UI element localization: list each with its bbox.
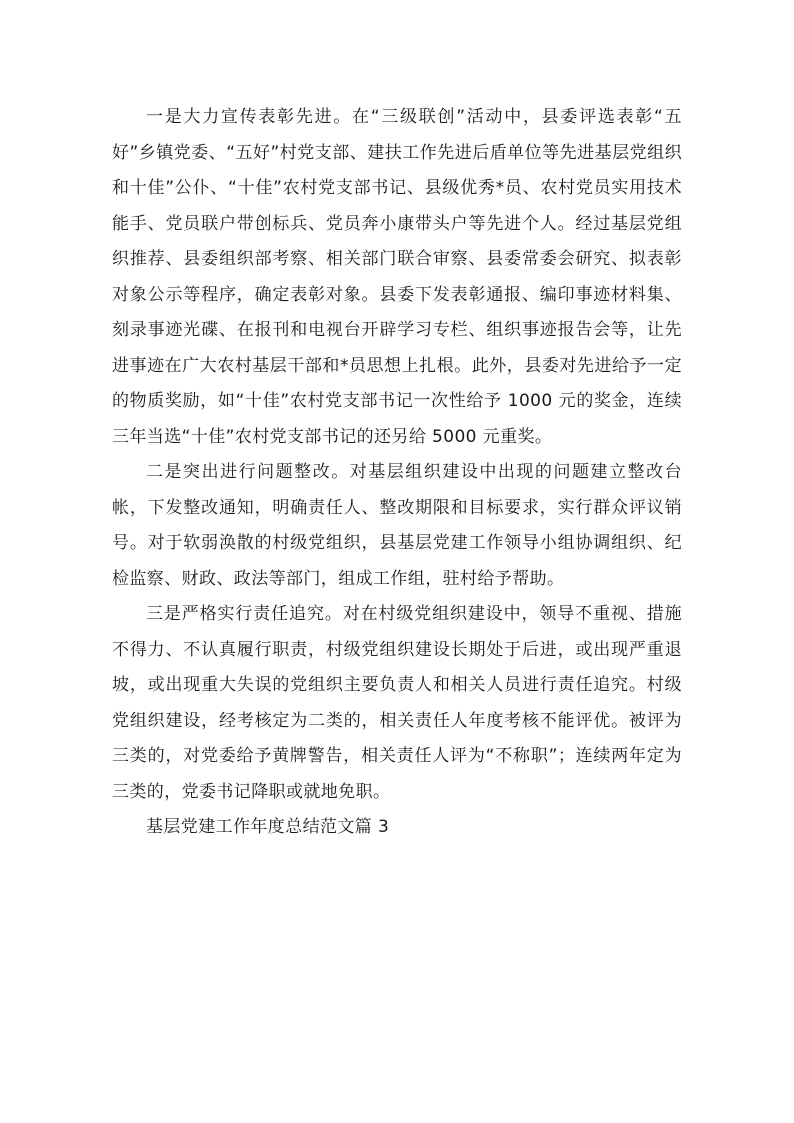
paragraph-problem-rectification: 二是突出进行问题整改。对基层组织建设中出现的问题建立整改台帐，下发整改通知，明确责任人、整改期限和目标要求，实行群众评议销号。对于软弱涣散的村级党组织，县基层党建工作领导小组协调组织、纪检监察、财政、政法等部门，组成工作组，驻村给予帮助。 (112, 462, 682, 589)
document-page (112, 100, 682, 846)
section-title: 基层党建工作年度总结范文篇 3 (146, 817, 390, 837)
paragraph-commend-advanced: 一是大力宣传表彰先进。在“三级联创”活动中，县委评选表彰“五好”乡镇党委、“五好”村党支部、建扶工作先进后盾单位等先进基层党组织和十佳”公仆、“十佳”农村党支部书记、县级优秀*员、农村党员实用技术能手、党员联户带创标兵、党员奔小康带头户等先进个人。经过基层党组织推荐、县委组织部考察、相关部门联合审察、县委常委会研究、拟表彰对象公示等程序，确定表彰对象。县委下发表彰通报、编印事迹材料集、刻录事迹光碟、在报刊和电视台开辟学习专栏、组织事迹报告会等，让先进事迹在广大农村基层干部和*员思想上扎根。此外，县委对先进给予一定的物质奖励，如“十佳”农村党支部书记一次性给予 1000 元的奖金，连续三年当选“十佳”农村党支部书记的还另给 5000 元重奖。 (112, 107, 682, 447)
paragraph-accountability: 三是严格实行责任追究。对在村级党组织建设中，领导不重视、措施不得力、不认真履行职责，村级党组织建设长期处于后进，或出现严重退坡，或出现重大失误的党组织主要负责人和相关人员进行责任追究。村级党组织建设，经考核定为二类的，相关责任人年度考核不能评优。被评为三类的，对党委给予黄牌警告，相关责任人评为“不称职”；连续两年定为三类的，党委书记降职或就地免职。 (112, 604, 682, 802)
